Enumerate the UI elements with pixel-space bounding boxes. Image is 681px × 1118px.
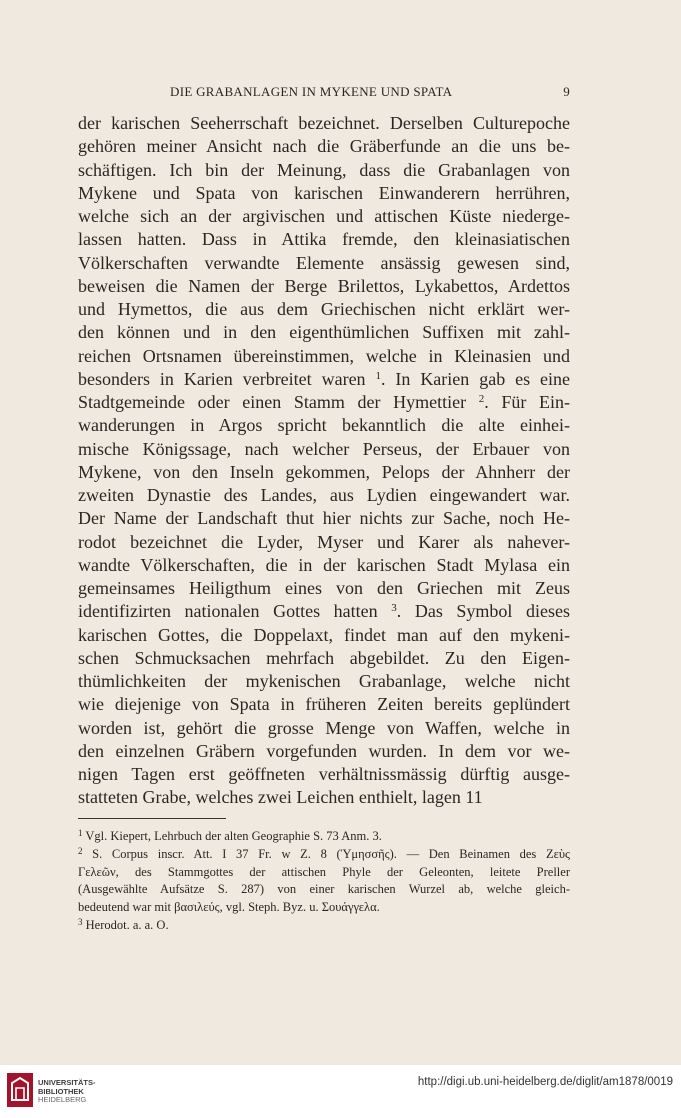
body-line: lassen hatten. Dass in Attika fremde, den kleinasiatischen	[78, 229, 570, 250]
body-line: und Hymettos, die aus dem Griechischen nicht erklärt wer-	[78, 299, 570, 319]
body-line: reichen Ortsnamen übereinstimmen, welche in Kleinasien und	[78, 345, 570, 366]
library-name-line-3: HEIDELBERG	[38, 1095, 87, 1104]
body-line: besonders in Karien verbreitet waren $^1$. In Karien gab es eine	[78, 368, 571, 389]
permalink-url[interactable]: http://digi.ub.uni-heidelberg.de/diglit/am1878/0019	[417, 1076, 673, 1088]
body-line: den einzelnen Gräbern vorgefunden wurden. In dem vor we-	[78, 740, 570, 761]
footnote-marker: 3	[78, 916, 83, 927]
body-line: den können und in den eigenthümlichen Suffixen mit zahl-	[78, 322, 570, 343]
running-head-title: DIE GRABANLAGEN IN MYKENE UND SPATA	[170, 84, 453, 99]
body-line: schen Schmucksachen mehrfach abgebildet. Zu den Eigen-	[78, 647, 570, 668]
body-line: Stadtgemeinde oder einen Stamm der Hymettier $^2$. Für Ein-	[78, 392, 570, 412]
footnote-line: $^1$ Vgl. Kiepert, Lehrbuch der alten Geographie S. 73 Anm. 3.	[78, 828, 382, 843]
body-line: identifizirten nationalen Gottes hatten $^3$. Das Symbol dieses	[78, 601, 570, 622]
footnote-line: Γελεῶν, des Stammgottes der attischen Phyle der Geleonten, leitete Preller	[78, 864, 570, 879]
body-line: Völkerschaften verwandte Elemente ansässig gewesen sind,	[78, 252, 570, 273]
body-line: wanderungen in Argos spricht bekanntlich die alte einhei-	[78, 415, 570, 436]
footnote-line: bedeutend war mit βασιλεύς, vgl. Steph. Byz. u. Σουάγγελα.	[78, 900, 380, 915]
body-line: gehören meiner Ansicht nach die Gräberfunde an die uns be-	[78, 136, 570, 157]
library-name-line-1: UNIVERSITÄTS-	[38, 1078, 96, 1087]
digitization-footer	[0, 1065, 681, 1118]
library-name	[38, 1079, 96, 1105]
footnote-line: $^2$ S. Corpus inscr. Att. I 37 Fr. w Z. 8 (Ὑμησσῆς). — Den Beinamen des Ζεὺς	[78, 845, 570, 861]
footnotes	[78, 828, 570, 935]
body-line: Mykene und Spata von karischen Einwanderern herrühren,	[78, 182, 570, 203]
footnote-marker: 2	[78, 845, 83, 856]
body-line: wie diejenige von Spata in früheren Zeiten bereits geplündert	[78, 694, 570, 715]
footnote-line: $^3$ Herodot. a. a. O.	[78, 916, 169, 932]
footnote-marker: 3	[391, 602, 397, 615]
page-number: 9	[563, 84, 570, 99]
body-line: worden ist, gehört die grosse Menge von Waffen, welche in	[78, 717, 570, 738]
body-line: rodot bezeichnet die Lyder, Myser und Karer als nahever-	[78, 531, 570, 552]
footnote-marker: 1	[78, 828, 83, 838]
body-line: welche sich an der argivischen und attischen Küste niederge-	[78, 206, 570, 226]
body-line: der karischen Seeherrschaft bezeichnet. Derselben Culturepoche	[78, 113, 570, 133]
footnote-line: (Ausgewählte Aufsätze S. 287) von einer karischen Wurzel ab, welche gleich-	[78, 882, 570, 897]
body-line: gemeinsames Heiligthum eines von den Griechen mit Zeus	[78, 578, 570, 598]
library-name-line-2: BIBLIOTHEK	[38, 1086, 84, 1096]
body-line: thümlichkeiten der mykenischen Grabanlage, welche nicht	[78, 671, 570, 691]
footnote-marker: 1	[375, 369, 381, 382]
body-line: Der Name der Landschaft thut hier nichts zur Sache, noch He-	[78, 508, 570, 529]
footnote-marker: 2	[478, 393, 485, 405]
body-line: nigen Tagen erst geöffneten verhältnissmässig dürftig ausge-	[78, 764, 570, 784]
body-line: mische Königssage, nach welcher Perseus, der Erbauer von	[78, 438, 570, 459]
body-line: wandte Völkerschaften, die in der karischen Stadt Mylasa ein	[78, 554, 570, 575]
body-line: schäftigen. Ich bin der Meinung, dass die Grabanlagen von	[78, 159, 570, 180]
body-line: karischen Gottes, die Doppelaxt, findet man auf den mykeni-	[78, 624, 570, 645]
body-line: statteten Grabe, welches zwei Leichen enthielt, lagen 11	[78, 787, 483, 808]
university-library-logo-icon	[7, 1073, 33, 1107]
body-line: beweisen die Namen der Berge Brilettos, Lykabettos, Ardettos	[78, 275, 570, 296]
body-text	[78, 112, 570, 810]
body-line: zweiten Dynastie des Landes, aus Lydien eingewandert war.	[78, 485, 570, 505]
footnote-rule	[78, 818, 226, 819]
body-line: Mykene, von den Inseln gekommen, Pelops der Ahnherr der	[78, 461, 570, 482]
